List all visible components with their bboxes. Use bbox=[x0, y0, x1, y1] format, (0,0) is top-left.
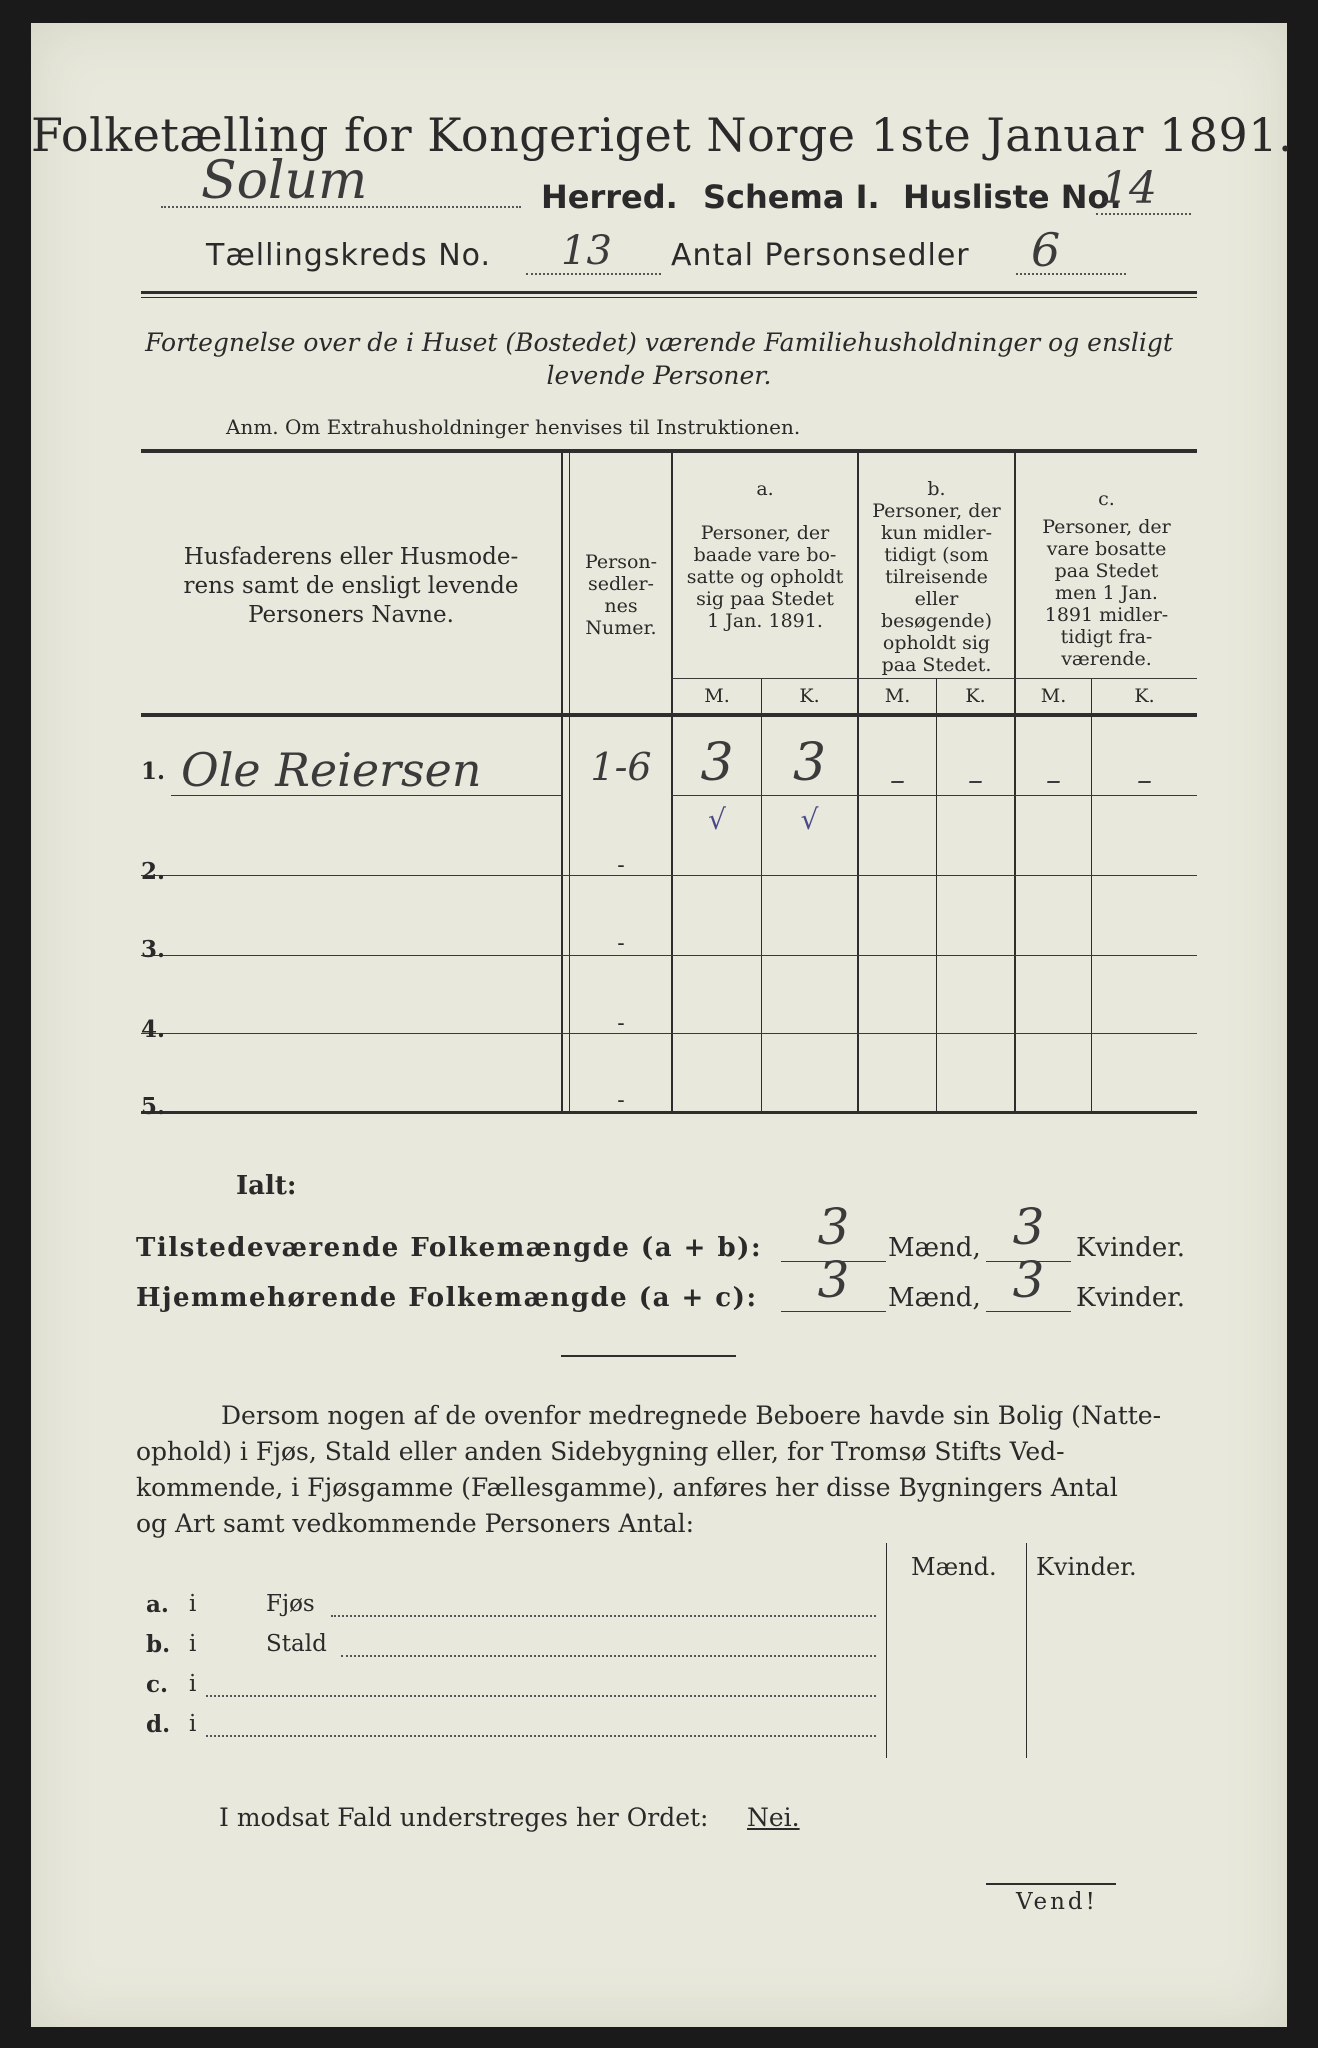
intro-line-1: Fortegnelse over de i Huset (Bostedet) værende Familiehusholdninger og ensligt bbox=[145, 328, 1173, 357]
herred-label: Herred. bbox=[541, 178, 678, 216]
herred-value: Solum bbox=[201, 151, 368, 211]
husliste-label: Husliste No. bbox=[903, 178, 1122, 216]
tilstede-kvinder: Kvinder. bbox=[1076, 1233, 1186, 1263]
mk-header-rule bbox=[671, 678, 1197, 679]
hjemme-m-line bbox=[781, 1311, 886, 1312]
building-col-divider-1 bbox=[886, 1543, 887, 1758]
building-kvinder-header: Kvinder. bbox=[1036, 1553, 1137, 1581]
header-col-c: c. Personer, der vare bosatte paa Stedet men 1 Jan. 1891 midler- tidigt fra- værende. bbox=[1042, 488, 1171, 670]
building-row-a-letter: a. bbox=[146, 1591, 169, 1618]
row-2-sedler: - bbox=[617, 853, 625, 878]
vend-text: Vend! bbox=[1016, 1889, 1098, 1915]
col-divider-c-mk bbox=[1091, 678, 1092, 1111]
header-rule-thin bbox=[141, 297, 1197, 298]
header-a-k: K. bbox=[799, 685, 820, 707]
row-3-sedler: - bbox=[617, 931, 625, 956]
row-4-sedler: - bbox=[617, 1011, 625, 1036]
building-row-d-dots bbox=[206, 1735, 876, 1737]
tilstede-maend: Mænd, bbox=[888, 1233, 981, 1263]
row-4-number: 4. bbox=[141, 1016, 166, 1043]
table-header-rule bbox=[141, 713, 1197, 717]
col-divider-1 bbox=[561, 453, 563, 1111]
header-col-a: a. Personer, der baade vare bo- satte og opholdt sig paa Stedet 1 Jan. 1891. bbox=[686, 478, 844, 632]
hjemme-kvinder: Kvinder. bbox=[1076, 1283, 1186, 1313]
col-divider-1b bbox=[569, 453, 570, 1111]
row-1-b-k: – bbox=[968, 763, 983, 798]
building-maend-header: Mænd. bbox=[911, 1553, 997, 1581]
row-1-a-m: 3 bbox=[700, 733, 734, 793]
form-title: Folketælling for Kongeriget Norge 1ste Januar 1891. bbox=[31, 108, 1294, 162]
ialt-label: Ialt: bbox=[236, 1171, 297, 1201]
building-row-b-letter: b. bbox=[146, 1631, 171, 1658]
hjemme-m-value: 3 bbox=[817, 1251, 850, 1309]
row-1-sedler: 1-6 bbox=[590, 745, 652, 789]
building-row-c-letter: c. bbox=[146, 1671, 169, 1698]
hjemme-maend: Mænd, bbox=[888, 1283, 981, 1313]
hjemme-label: Hjemmehørende Folkemængde (a + c): bbox=[136, 1283, 758, 1313]
intro-line-2: levende Personer. bbox=[546, 361, 772, 390]
row-1-number: 1. bbox=[141, 758, 166, 785]
row-5-number: 5. bbox=[141, 1093, 166, 1120]
building-row-c-dots bbox=[206, 1695, 876, 1697]
bottom-para-line-1: Dersom nogen af de ovenfor medregnede Beboere havde sin Bolig (Natte- bbox=[221, 1401, 1162, 1430]
table-top-rule bbox=[141, 449, 1197, 453]
header-b-k: K. bbox=[965, 685, 986, 707]
hjemme-k-value: 3 bbox=[1012, 1251, 1045, 1309]
row-1-a-m-check: √ bbox=[708, 803, 726, 836]
header-b-m: M. bbox=[884, 685, 911, 707]
row-2-number: 2. bbox=[141, 858, 166, 885]
row-1-c-k: – bbox=[1137, 763, 1152, 798]
row-1-a-k: 3 bbox=[792, 733, 827, 793]
modsat-text: I modsat Fald understreges her Ordet: bbox=[219, 1803, 709, 1832]
building-row-a-dots bbox=[331, 1615, 876, 1617]
tilstede-k-value: 3 bbox=[1012, 1198, 1045, 1256]
header-c-m: M. bbox=[1040, 685, 1067, 707]
modsat-word: Nei. bbox=[747, 1803, 800, 1832]
header-col-b: b. Personer, der kun midler- tidigt (som tilreisende eller besøgende) opholdt sig paa Stedet. bbox=[872, 478, 1001, 676]
col-divider-b-mk bbox=[936, 678, 937, 1111]
row-1-name: Ole Reiersen bbox=[181, 743, 482, 797]
bottom-para-line-3: kommende, i Fjøsgamme (Fællesgamme), anføres her disse Bygningers Antal bbox=[136, 1473, 1118, 1502]
tilstede-label: Tilstedeværende Folkemængde (a + b): bbox=[136, 1233, 763, 1263]
vend-rule bbox=[986, 1883, 1116, 1885]
anm-note: Anm. Om Extrahusholdninger henvises til Instruktionen. bbox=[226, 415, 801, 439]
antal-value: 6 bbox=[1031, 223, 1061, 277]
schema-label: Schema I. bbox=[703, 178, 880, 216]
bottom-para-line-2: ophold) i Fjøs, Stald eller anden Sidebygning eller, for Tromsø Stifts Ved- bbox=[136, 1437, 1065, 1466]
kreds-value: 13 bbox=[561, 228, 612, 274]
header-rule bbox=[141, 291, 1197, 294]
row-3-number: 3. bbox=[141, 936, 166, 963]
building-row-b-label: Stald bbox=[266, 1631, 327, 1657]
header-personsedler: Person- sedler- nes Numer. bbox=[584, 551, 658, 639]
building-row-b-dots bbox=[341, 1655, 876, 1657]
tilstede-m-value: 3 bbox=[817, 1198, 850, 1256]
row-1-a-k-check: √ bbox=[800, 803, 819, 836]
hjemme-k-line bbox=[986, 1311, 1071, 1312]
bottom-para-line-4: og Art samt vedkommende Personers Antal: bbox=[136, 1509, 695, 1538]
antal-label: Antal Personsedler bbox=[671, 238, 970, 273]
header-c-k: K. bbox=[1134, 685, 1155, 707]
building-row-b-i: i bbox=[189, 1631, 197, 1657]
row-5-sedler: - bbox=[617, 1088, 625, 1113]
building-row-d-letter: d. bbox=[146, 1711, 171, 1738]
building-row-a-label: Fjøs bbox=[266, 1591, 315, 1617]
husliste-value: 14 bbox=[1101, 163, 1157, 214]
building-row-d-i: i bbox=[189, 1711, 197, 1737]
building-row-c-i: i bbox=[189, 1671, 197, 1697]
header-names: Husfaderens eller Husmode- rens samt de ensligt levende Personers Navne. bbox=[183, 544, 519, 628]
header-a-m: M. bbox=[704, 685, 730, 707]
row-1-b-m: – bbox=[890, 763, 905, 798]
census-form-page bbox=[31, 23, 1294, 2027]
building-col-divider-2 bbox=[1026, 1543, 1027, 1758]
section-divider bbox=[561, 1355, 736, 1357]
building-row-a-i: i bbox=[189, 1591, 197, 1617]
kreds-label: Tællingskreds No. bbox=[206, 238, 491, 273]
row-1-c-m: – bbox=[1046, 763, 1061, 798]
